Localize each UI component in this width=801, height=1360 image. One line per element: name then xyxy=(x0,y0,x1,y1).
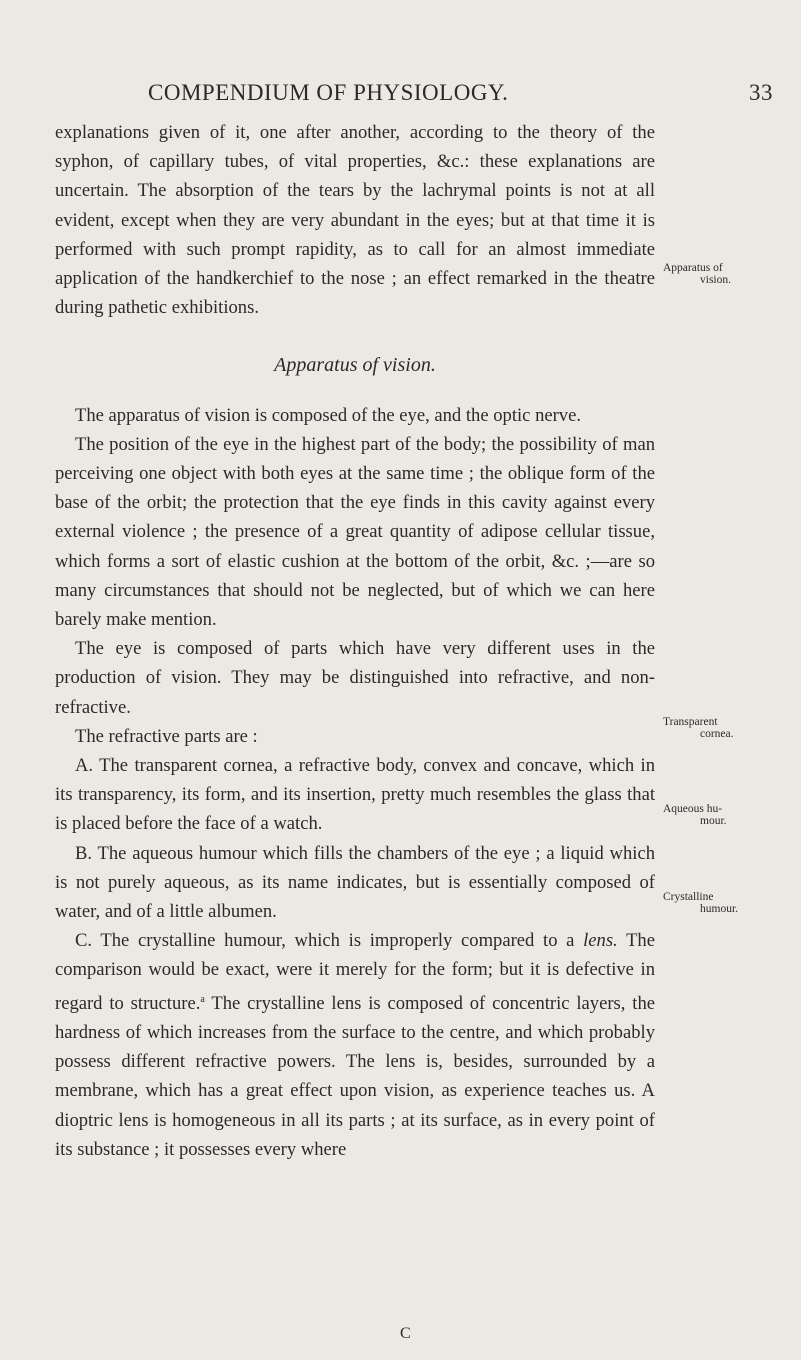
footnote-marker: a xyxy=(200,993,205,1005)
margin-note-line: mour. xyxy=(700,815,727,827)
paragraph-tears: explanations given of it, one after another, according to the theory of the syphon, of capillary tubes, of vital properties, &c.: these explanations are uncertain. The absorption of the tears by the lachrymal points is not at all evident, except when they are very abundant in the eyes; but at that time it is performed with such prompt rapidity, as to call for an almost immediate application of the handkerchief to the nose ; an effect remarked in the theatre during pathetic exhibitions. xyxy=(55,122,655,319)
lens-italic: lens. xyxy=(583,930,618,952)
paragraph-apparatus: The apparatus of vision is composed of the eye, and the optic nerve. xyxy=(75,404,582,426)
paragraph-crystalline xyxy=(55,926,655,1164)
page-number: 33 xyxy=(749,80,773,105)
signature-mark: C xyxy=(400,1325,411,1342)
margin-note-line: Apparatus of xyxy=(663,262,723,274)
paragraph-cornea: A. The transparent cornea, a refractive body, convex and concave, which in its transparency, its form, and its insertion, pretty much resembles the glass that is placed before the face of a watch. xyxy=(55,755,655,835)
running-title: COMPENDIUM OF PHYSIOLOGY. xyxy=(148,80,509,105)
paragraph-position: The position of the eye in the highest part of the body; the possibility of man perceiving one object with both eyes at the same time ; the oblique form of the base of the orbit; the protection that the eye finds in this cavity against every external violence ; the presence of a great quantity of adipose cellular tissue, which forms a sort of elastic cushion at the bottom of the orbit, &c. ;—are so many circumstances that should not be neglected, but of which we can here barely make mention. xyxy=(55,433,655,631)
margin-note-line: Aqueous hu- xyxy=(663,803,723,815)
margin-note-line: Transparent xyxy=(663,716,718,728)
margin-note-apparatus xyxy=(663,262,793,286)
margin-note-line: cornea. xyxy=(700,728,734,740)
crystalline-text-b: The comparison would be exact, were it merely for the form; but it is defective in regard to structure. xyxy=(55,930,655,1014)
margin-note-crystalline xyxy=(663,891,793,915)
crystalline-text-c: The crystalline lens is composed of concentric layers, the hardness of which increases from the surface to the centre, and which probably possess different refractive powers. The lens is, besides, surrounded by a membrane, which has a great effect upon vision, as experience teaches us. A dioptric lens is homogeneous in all its parts ; at its surface, as in every point of its substance ; it possesses every where xyxy=(55,992,655,1160)
margin-note-line: vision. xyxy=(700,274,731,286)
crystalline-text-a: C. The crystalline humour, which is improperly compared to a xyxy=(75,930,575,952)
margin-note-cornea xyxy=(663,716,793,740)
paragraph-parts: The eye is composed of parts which have very different uses in the production of vision. They may be distinguished into refractive, and non-refractive. xyxy=(55,638,655,718)
paragraph-refractive: The refractive parts are : xyxy=(75,725,258,747)
paragraph-aqueous: B. The aqueous humour which fills the chambers of the eye ; a liquid which is not purely aqueous, as its name indicates, but is essentially composed of water, and of a little albumen. xyxy=(55,842,655,923)
margin-note-aqueous xyxy=(663,803,793,827)
margin-note-line: Crystalline xyxy=(663,891,714,903)
section-heading: Apparatus of vision. xyxy=(274,354,436,377)
body-text xyxy=(55,118,655,1164)
margin-note-line: humour. xyxy=(700,903,739,915)
